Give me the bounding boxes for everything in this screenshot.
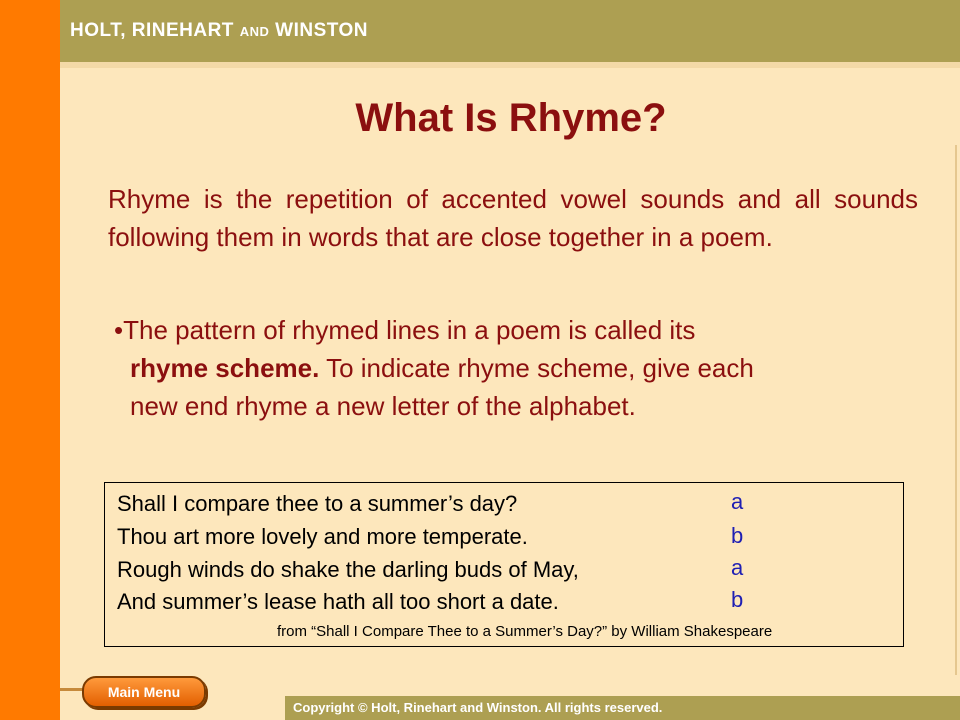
bullet-line-2-rest: To indicate rhyme scheme, give each: [319, 353, 754, 383]
bullet-line-3: new end rhyme a new letter of the alphabet.: [130, 391, 636, 421]
poem-attribution: from “Shall I Compare Thee to a Summer’s Day?” by William Shakespeare: [277, 623, 773, 640]
rhyme-letter: b: [731, 523, 744, 548]
definition-paragraph: Rhyme is the repetition of accented vowel sounds and all sounds following them in words that are close together in a poem.: [108, 184, 918, 252]
right-edge-line: [955, 145, 957, 675]
publisher-logo: [70, 20, 368, 42]
poem-line: Thou art more lovely and more temperate.: [117, 524, 528, 549]
brand-part1: HOLT, RINEHART: [70, 20, 240, 41]
header-divider: [60, 62, 960, 68]
bullet-line-2: [114, 349, 914, 387]
poem-line: And summer’s lease hath all too short a date.: [117, 589, 559, 614]
copyright-bar: Copyright © Holt, Rinehart and Winston. All rights reserved.: [285, 696, 960, 720]
poem-excerpt-box: [104, 482, 904, 647]
main-menu-button[interactable]: Main Menu: [82, 676, 206, 708]
rhyme-scheme-bullet: [114, 311, 914, 425]
bullet-line-1: •The pattern of rhymed lines in a poem is called its: [114, 315, 696, 345]
rhyme-letter: b: [731, 587, 744, 612]
poem-line: Shall I compare thee to a summer’s day?: [117, 491, 518, 516]
brand-part2: WINSTON: [269, 20, 369, 41]
brand-and: AND: [239, 24, 270, 39]
rhyme-scheme-term: rhyme scheme.: [130, 353, 320, 383]
poem-line: Rough winds do shake the darling buds of May,: [117, 557, 579, 582]
rhyme-letter: a: [731, 489, 744, 514]
slide-title: What Is Rhyme?: [355, 96, 667, 140]
rhyme-letter: a: [731, 555, 744, 580]
